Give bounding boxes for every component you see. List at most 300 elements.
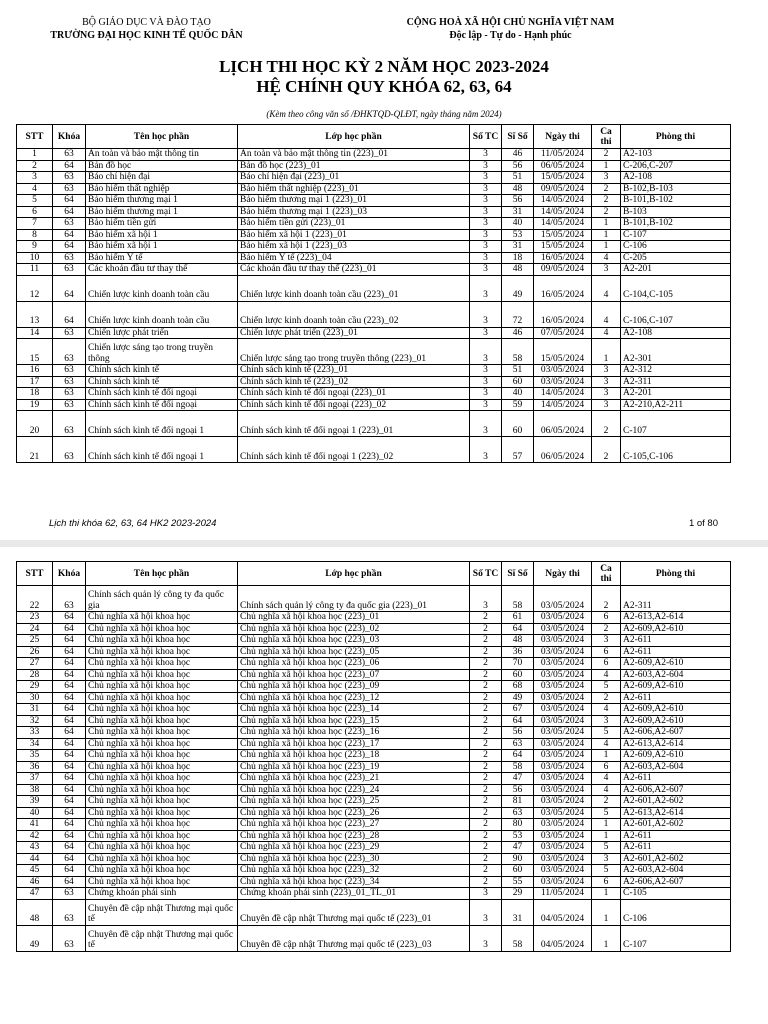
table-cell: 3 [592,376,621,388]
table-row [17,160,731,172]
table-cell: 9 [17,241,53,253]
table-cell: 3 [470,339,502,365]
table-cell: 80 [502,819,534,831]
column-header: Phòng thi [621,125,731,149]
table-cell: 26 [17,646,53,658]
table-row [17,658,731,670]
table-cell: 03/05/2024 [534,819,592,831]
table-cell: 20 [17,411,53,437]
table-cell: Chủ nghĩa xã hội khoa học [86,727,238,739]
table-cell: 47 [502,773,534,785]
column-header: Tên học phần [86,125,238,149]
table-cell: Các khoản đầu tư thay thế (223)_01 [238,264,470,276]
table-cell: 30 [17,692,53,704]
table-cell: Bảo hiểm xã hội 1 (223)_03 [238,241,470,253]
table-cell: 3 [470,437,502,463]
table-cell: 42 [17,830,53,842]
table-row [17,738,731,750]
table-cell: 48 [502,264,534,276]
table-cell: 63 [53,411,86,437]
table-cell: 55 [502,876,534,888]
motto: Độc lập - Tự do - Hạnh phúc [449,30,572,41]
table-row [17,692,731,704]
table-cell: 60 [502,376,534,388]
table-cell: 64 [53,807,86,819]
table-row [17,773,731,785]
table-cell: 16 [17,365,53,377]
table-cell: 03/05/2024 [534,784,592,796]
table-cell: 10 [17,252,53,264]
table-cell: 37 [17,773,53,785]
table-cell: 2 [470,658,502,670]
table-cell: A2-613,A2-614 [621,612,731,624]
table-cell: 3 [470,218,502,230]
table-cell: Chủ nghĩa xã hội khoa học (223)_18 [238,750,470,762]
table-cell: 04/05/2024 [534,899,592,925]
table-cell: 46 [17,876,53,888]
table-cell: 31 [502,241,534,253]
table-cell: 64 [53,160,86,172]
title-line-2: HỆ CHÍNH QUY KHÓA 62, 63, 64 [256,77,512,96]
table-cell: 03/05/2024 [534,692,592,704]
table-cell: 63 [53,339,86,365]
table-cell: 3 [470,327,502,339]
table-cell: 3 [470,160,502,172]
table-row [17,586,731,612]
table-cell: 64 [53,692,86,704]
table-cell: 49 [502,275,534,301]
column-header: Ngày thi [534,125,592,149]
table-cell: 2 [17,160,53,172]
table-cell: Chính sách kinh tế đối ngoại (223)_01 [238,388,470,400]
table-cell: A2-312 [621,365,731,377]
table-cell: 2 [470,692,502,704]
table-cell: 2 [470,761,502,773]
table-cell: Chủ nghĩa xã hội khoa học (223)_05 [238,646,470,658]
table-row [17,399,731,411]
table-row [17,264,731,276]
table-cell: 03/05/2024 [534,842,592,854]
table-cell: 03/05/2024 [534,704,592,716]
title-line-1: LỊCH THI HỌC KỲ 2 NĂM HỌC 2023-2024 [219,57,549,76]
table-cell: 39 [17,796,53,808]
table-cell: Chủ nghĩa xã hội khoa học (223)_14 [238,704,470,716]
table-row [17,715,731,727]
table-cell: Chủ nghĩa xã hội khoa học (223)_16 [238,727,470,739]
table-cell: Bản đồ học (223)_01 [238,160,470,172]
table-cell: 06/05/2024 [534,437,592,463]
table-cell: 1 [592,160,621,172]
table-cell: A2-611 [621,842,731,854]
table-cell: 06/05/2024 [534,160,592,172]
table-cell: A2-603,A2-604 [621,761,731,773]
table-cell: A2-609,A2-610 [621,658,731,670]
exam-schedule-table [16,124,731,463]
table-cell: 3 [470,195,502,207]
table-cell: Chính sách kinh tế [86,365,238,377]
table-cell: Chủ nghĩa xã hội khoa học (223)_07 [238,669,470,681]
table-cell: 2 [470,819,502,831]
table-cell: Chính sách kinh tế (223)_01 [238,365,470,377]
table-cell: 25 [17,635,53,647]
table-cell: 15/05/2024 [534,339,592,365]
table-cell: 3 [470,149,502,161]
table-cell: 29 [17,681,53,693]
table-row [17,853,731,865]
table-cell: 3 [470,586,502,612]
table-cell: 40 [17,807,53,819]
table-cell: 23 [17,612,53,624]
table-row [17,149,731,161]
table-cell: A2-609,A2-610 [621,750,731,762]
table-cell: A2-611 [621,646,731,658]
table-cell: Chính sách kinh tế đối ngoại 1 (223)_01 [238,411,470,437]
table-cell: 46 [502,149,534,161]
table-cell: Chứng khoán phái sinh [86,888,238,900]
table-cell: 44 [17,853,53,865]
table-cell: 4 [592,275,621,301]
table-cell: 3 [470,172,502,184]
table-cell: C-106 [621,899,731,925]
table-cell: Chủ nghĩa xã hội khoa học (223)_19 [238,761,470,773]
table-cell: Chính sách kinh tế đối ngoại [86,399,238,411]
table-cell: 64 [53,195,86,207]
table-cell: 63 [53,925,86,951]
table-cell: 56 [502,195,534,207]
table-row [17,252,731,264]
footer-doc-title: Lịch thi khóa 62, 63, 64 HK2 2023-2024 [49,518,217,529]
table-cell: A2-613,A2-614 [621,738,731,750]
table-cell: A2-611 [621,773,731,785]
table-row [17,339,731,365]
table-cell: 63 [53,149,86,161]
table-cell: Chủ nghĩa xã hội khoa học [86,842,238,854]
table-cell: Chủ nghĩa xã hội khoa học (223)_27 [238,819,470,831]
table-cell: Bảo hiểm thương mại 1 (223)_01 [238,195,470,207]
table-cell: 5 [17,195,53,207]
table-cell: 1 [592,925,621,951]
table-cell: 64 [53,635,86,647]
table-cell: 3 [470,399,502,411]
table-cell: C-105,C-106 [621,437,731,463]
table-cell: 09/05/2024 [534,183,592,195]
table-cell: 64 [53,612,86,624]
table-row [17,704,731,716]
table-cell: A2-210,A2-211 [621,399,731,411]
table-cell: A2-201 [621,388,731,400]
table-cell: 27 [17,658,53,670]
table-cell: 7 [17,218,53,230]
table-cell: Bản đồ học [86,160,238,172]
table-cell: 28 [17,669,53,681]
table-cell: Các khoản đầu tư thay thế [86,264,238,276]
table-cell: 31 [502,899,534,925]
table-row [17,796,731,808]
table-cell: 63 [53,437,86,463]
table-cell: 64 [53,773,86,785]
table-cell: C-206,C-207 [621,160,731,172]
header-left [14,16,279,42]
table-cell: 17 [17,376,53,388]
table-cell: Chiến lược kinh doanh toàn cầu [86,275,238,301]
table-cell: 64 [502,715,534,727]
table-cell: 60 [502,411,534,437]
table-cell: 6 [592,761,621,773]
column-header: Khóa [53,562,86,586]
table-cell: 1 [592,339,621,365]
table-cell: 2 [470,738,502,750]
column-header: Ngày thi [534,562,592,586]
table-cell: A2-606,A2-607 [621,876,731,888]
table-cell: 2 [470,612,502,624]
table-cell: A2-108 [621,327,731,339]
table-row [17,388,731,400]
table-cell: 03/05/2024 [534,727,592,739]
table-cell: Bảo hiểm thất nghiệp [86,183,238,195]
table-row [17,681,731,693]
table-cell: 14/05/2024 [534,388,592,400]
column-header: Khóa [53,125,86,149]
table-row [17,376,731,388]
table-cell: 5 [592,727,621,739]
table-cell: 3 [17,172,53,184]
table-cell: 2 [592,149,621,161]
table-cell: 64 [53,876,86,888]
table-cell: Bảo hiểm thương mại 1 (223)_03 [238,206,470,218]
table-cell: 2 [470,773,502,785]
table-cell: Bảo hiểm xã hội 1 [86,241,238,253]
table-cell: C-106,C-107 [621,301,731,327]
table-cell: 03/05/2024 [534,773,592,785]
table-cell: Chủ nghĩa xã hội khoa học (223)_29 [238,842,470,854]
table-cell: 03/05/2024 [534,796,592,808]
table-cell: Chủ nghĩa xã hội khoa học [86,692,238,704]
table-row [17,784,731,796]
table-cell: Bảo hiểm thương mại 1 [86,206,238,218]
table-cell: 63 [53,252,86,264]
table-cell: Chủ nghĩa xã hội khoa học [86,830,238,842]
table-cell: 63 [53,899,86,925]
column-header: Ca thi [592,562,621,586]
table-cell: 90 [502,853,534,865]
table-cell: Chuyên đề cập nhật Thương mại quốc tế (223)_01 [238,899,470,925]
table-cell: 16/05/2024 [534,252,592,264]
table-cell: Chủ nghĩa xã hội khoa học (223)_01 [238,612,470,624]
table-row [17,365,731,377]
table-cell: Chủ nghĩa xã hội khoa học [86,853,238,865]
table-cell: Chiến lược sáng tạo trong truyền thông [86,339,238,365]
table-cell: 11/05/2024 [534,888,592,900]
table-cell: 64 [53,229,86,241]
table-cell: 64 [53,761,86,773]
table-cell: Chủ nghĩa xã hội khoa học [86,773,238,785]
table-cell: 4 [592,252,621,264]
table-cell: 72 [502,301,534,327]
table-cell: Bảo hiểm Y tế (223)_04 [238,252,470,264]
table-cell: C-107 [621,229,731,241]
table-cell: Chủ nghĩa xã hội khoa học [86,819,238,831]
table-cell: 03/05/2024 [534,669,592,681]
table-cell: A2-603,A2-604 [621,669,731,681]
table-cell: Chiến lược sáng tạo trong truyền thông (223)_01 [238,339,470,365]
table-cell: A2-103 [621,149,731,161]
table-cell: 47 [502,842,534,854]
table-cell: Chủ nghĩa xã hội khoa học (223)_30 [238,853,470,865]
table-cell: 14/05/2024 [534,195,592,207]
table-cell: 64 [53,646,86,658]
table-cell: 43 [17,842,53,854]
footer-page-number: 1 of 80 [688,518,718,529]
table-cell: A2-603,A2-604 [621,865,731,877]
table-cell: 5 [592,865,621,877]
table-cell: 64 [53,865,86,877]
table-cell: 1 [592,229,621,241]
table-cell: 15 [17,339,53,365]
table-cell: 4 [592,704,621,716]
table-cell: 64 [53,301,86,327]
table-cell: 1 [592,899,621,925]
table-cell: 68 [502,681,534,693]
table-cell: 3 [592,365,621,377]
table-cell: 60 [502,865,534,877]
table-cell: C-106 [621,241,731,253]
table-cell: 3 [470,301,502,327]
table-cell: 2 [592,692,621,704]
table-cell: An toàn và bảo mật thông tin (223)_01 [238,149,470,161]
page-separator [0,540,768,547]
table-cell: 36 [502,646,534,658]
table-cell: A2-201 [621,264,731,276]
table-cell: 51 [502,365,534,377]
table-cell: 03/05/2024 [534,658,592,670]
table-cell: A2-606,A2-607 [621,784,731,796]
table-cell: 53 [502,229,534,241]
ministry-name: BỘ GIÁO DỤC VÀ ĐÀO TẠO [82,17,211,28]
table-row [17,218,731,230]
table-cell: A2-611 [621,635,731,647]
table-cell: 35 [17,750,53,762]
table-cell: 3 [470,388,502,400]
table-cell: 1 [592,888,621,900]
column-header: Lớp học phần [238,562,470,586]
table-cell: 56 [502,727,534,739]
table-row [17,437,731,463]
table-cell: 63 [502,738,534,750]
table-cell: Chủ nghĩa xã hội khoa học (223)_28 [238,830,470,842]
table-cell: Chủ nghĩa xã hội khoa học (223)_09 [238,681,470,693]
table-cell: 63 [53,218,86,230]
table-cell: 4 [592,773,621,785]
table-cell: 64 [502,623,534,635]
table-cell: 3 [470,376,502,388]
table-cell: 2 [470,853,502,865]
table-cell: 1 [592,218,621,230]
table-cell: C-107 [621,411,731,437]
table-cell: Chủ nghĩa xã hội khoa học (223)_06 [238,658,470,670]
table-cell: 49 [502,692,534,704]
table-cell: 81 [502,796,534,808]
table-cell: 41 [17,819,53,831]
table-cell: 03/05/2024 [534,646,592,658]
table-cell: 29 [502,888,534,900]
table-cell: 5 [592,842,621,854]
table-cell: 3 [470,183,502,195]
university-name: TRƯỜNG ĐẠI HỌC KINH TẾ QUỐC DÂN [50,30,243,41]
table-cell: 22 [17,586,53,612]
table-cell: 3 [470,206,502,218]
table-cell: 63 [53,388,86,400]
reference-note: (Kèm theo công văn số /ĐHKTQD-QLĐT, ngày tháng năm 2024) [266,109,502,119]
table-cell: Chính sách kinh tế [86,376,238,388]
table-cell: A2-609,A2-610 [621,704,731,716]
table-cell: 64 [53,275,86,301]
table-cell: 2 [470,842,502,854]
table-cell: 60 [502,669,534,681]
table-cell: 38 [17,784,53,796]
table-row [17,669,731,681]
table-cell: Chủ nghĩa xã hội khoa học [86,807,238,819]
table-row [17,195,731,207]
table-cell: An toàn và bảo mật thông tin [86,149,238,161]
table-cell: C-105 [621,888,731,900]
column-header: STT [17,562,53,586]
table-cell: 03/05/2024 [534,807,592,819]
table-cell: 14/05/2024 [534,399,592,411]
table-cell: 61 [502,612,534,624]
table-cell: 36 [17,761,53,773]
table-cell: 63 [53,586,86,612]
table-cell: 40 [502,218,534,230]
table-row [17,183,731,195]
table-cell: 58 [502,586,534,612]
table-cell: A2-311 [621,586,731,612]
table-cell: 03/05/2024 [534,681,592,693]
table-row [17,865,731,877]
table-cell: 2 [470,796,502,808]
table-cell: 14/05/2024 [534,218,592,230]
table-cell: Chủ nghĩa xã hội khoa học [86,704,238,716]
table-cell: 2 [470,715,502,727]
table-cell: 03/05/2024 [534,715,592,727]
table-cell: Bảo hiểm xã hội 1 (223)_01 [238,229,470,241]
table-cell: 64 [53,819,86,831]
table-cell: Chủ nghĩa xã hội khoa học [86,658,238,670]
table-cell: 3 [470,229,502,241]
table-cell: 64 [53,206,86,218]
table-cell: B-102,B-103 [621,183,731,195]
table-cell: Chính sách kinh tế đối ngoại 1 [86,411,238,437]
table-cell: A2-611 [621,830,731,842]
table-cell: 6 [592,876,621,888]
table-cell: 64 [53,704,86,716]
table-row [17,241,731,253]
table-row [17,612,731,624]
table-cell: 64 [53,623,86,635]
table-cell: 3 [470,888,502,900]
table-cell: Chủ nghĩa xã hội khoa học (223)_24 [238,784,470,796]
table-cell: 1 [592,830,621,842]
table-cell: Bảo hiểm tiền gửi [86,218,238,230]
table-row [17,819,731,831]
table-cell: 67 [502,704,534,716]
table-row [17,925,731,951]
table-cell: Chính sách kinh tế đối ngoại 1 (223)_02 [238,437,470,463]
table-cell: Báo chí hiện đại [86,172,238,184]
table-cell: Chính sách quản lý công ty đa quốc gia (223)_01 [238,586,470,612]
table-row [17,888,731,900]
table-header-row [17,562,731,586]
table-cell: 18 [17,388,53,400]
